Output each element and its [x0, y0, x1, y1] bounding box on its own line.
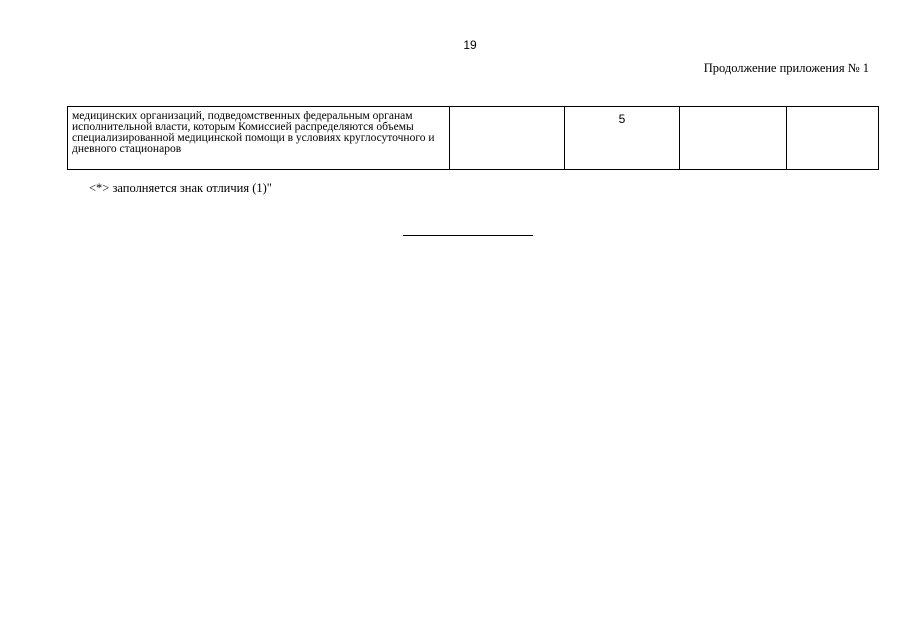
closing-divider: [403, 235, 533, 236]
table-row: [68, 107, 879, 170]
data-table: [67, 106, 879, 170]
table-cell-description: медицинских организаций, подведомственных федеральным органам исполнительной власти, которым Комиссией распределяются объемы специализированной медицинской помощи в условиях круглосуточного и дневного стационаров: [68, 107, 450, 170]
continuation-label: Продолжение приложения № 1: [703, 61, 869, 75]
table-cell-col5: [787, 107, 879, 170]
footnote: <*> заполняется знак отличия (1)": [89, 181, 272, 195]
table-cell-col2: [450, 107, 565, 170]
table-cell-row-number: 5: [565, 107, 680, 170]
page-number: 19: [463, 38, 477, 52]
table-cell-col4: [680, 107, 787, 170]
